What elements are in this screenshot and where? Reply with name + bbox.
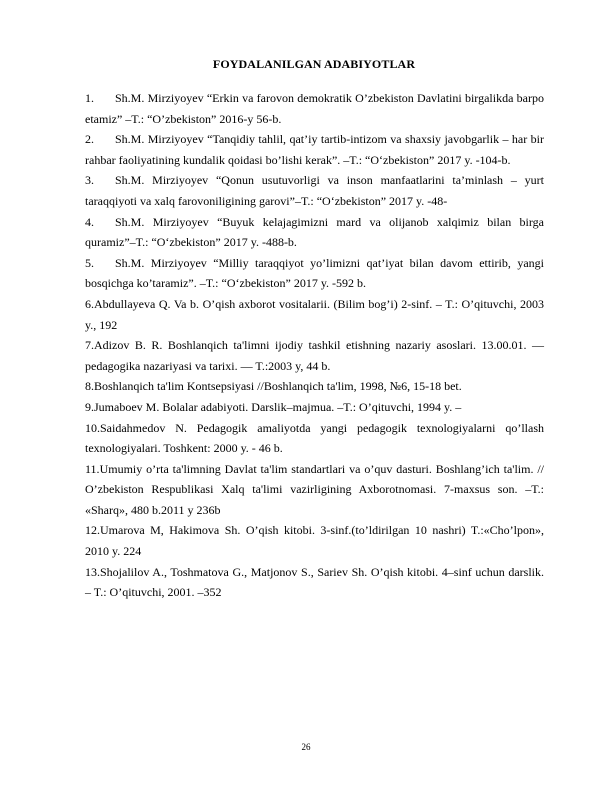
- reference-text: Shojalilov A., Toshmatova G., Matjonov S., Sariev Sh. O’qish kitobi. 4–sinf uchun darslik. – T.: O’qituvchi, 2001. –352: [85, 564, 544, 600]
- reference-text: Jumaboev M. Bolalar adabiyoti. Darslik–majmua. –T.: O’qituvchi, 1994 y. –: [94, 399, 462, 414]
- reference-text: Sh.M. Mirziyoyev “Tanqidiy tahlil, qat’iy tartib-intizom va shaxsiy javobgarlik – har bir rahbar faoliyatining kundalik qoidasi bo’lishi kerak”. –T.: “O‘zbekiston” 2017 y. -104-b.: [85, 132, 544, 167]
- reference-text: Sh.M. Mirziyoyev “Qonun usutuvorligi va inson manfaatlarini ta’minlash – yurt taraqqiyoti va xalq farovoniligining garovi”–T.: “O‘zbekiston” 2017 y. -48-: [85, 173, 544, 208]
- page-number: 26: [301, 742, 311, 752]
- reference-item: [85, 212, 544, 253]
- reference-text: Sh.M. Mirziyoyev “Milliy taraqqiyot yo’limizni qat’iyat bilan davom ettirib, yangi bosqichga ko’taramiz”. –T.: “O‘zbekiston” 2017 y. -592 b.: [85, 255, 544, 291]
- reference-text: Saidahmedov N. Pedagogik amaliyotda yangi pedagogik texnologiyalarni qo’llash texnologiyalari. Toshkent: 2000 y. - 46 b.: [85, 420, 544, 456]
- reference-number: 5.: [85, 255, 94, 270]
- reference-number: 9.: [85, 399, 94, 414]
- reference-number: 6.: [85, 296, 94, 311]
- reference-list: [85, 88, 544, 603]
- reference-text: Umumiy o’rta ta'limning Davlat ta'lim standartlari va o’quv dasturi. Boshlang’ich ta'lim. // O’zbekiston Respublikasi Xalq ta'limi vazirligining Axborotnomasi. 7-maxsus son. –T.: «Sharq», 480 b.2011 y 236b: [85, 461, 544, 517]
- reference-number: 4.: [85, 214, 94, 229]
- reference-number: 1.: [85, 91, 94, 105]
- reference-number: 12.: [85, 523, 100, 538]
- reference-item: [85, 397, 544, 418]
- reference-text: Abdullayeva Q. Va b. O’qish axborot vositalarii. (Bilim bog’i) 2-sinf. – T.: O’qituvchi, 2003 y., 192: [85, 296, 544, 332]
- reference-text: Umarova M, Hakimova Sh. O’qish kitobi. 3-sinf.(to’ldirilgan 10 nashri) T.:«Cho’lpon», 2010 y. 224: [85, 523, 544, 559]
- reference-number: 11.: [85, 461, 100, 476]
- reference-item: [85, 129, 544, 170]
- reference-item: [85, 294, 544, 335]
- reference-item: [85, 418, 544, 459]
- reference-text: Adizov B. R. Boshlanqich ta'limni ijodiy tashkil etishning nazariy asoslari. 13.00.01. — pedagogika nazariyasi va tarixi. — T.:2003 y, 44 b.: [85, 338, 544, 373]
- reference-text: Boshlanqich ta'lim Kontsepsiyasi //Boshlanqich ta'lim, 1998, №6, 15-18 bet.: [94, 379, 462, 394]
- reference-item: [85, 520, 544, 561]
- reference-item: [85, 459, 544, 521]
- reference-number: 13.: [85, 564, 100, 579]
- reference-number: 8.: [85, 379, 94, 394]
- reference-number: 2.: [85, 132, 94, 147]
- reference-text: Sh.M. Mirziyoyev “Erkin va farovon demokratik O’zbekiston Davlatini birgalikda barpo etamiz” –T.: “O’zbekiston” 2016-y 56-b.: [85, 91, 544, 126]
- reference-number: 7.: [85, 338, 94, 353]
- reference-item: [85, 88, 544, 129]
- reference-text: Sh.M. Mirziyoyev “Buyuk kelajagimizni mard va olijanob xalqimiz bilan birga quramiz”–T.: “O‘zbekiston” 2017 y. -488-b.: [85, 214, 544, 250]
- reference-item: [85, 376, 544, 397]
- reference-item: [85, 170, 544, 211]
- reference-item: [85, 253, 544, 294]
- reference-number: 3.: [85, 173, 94, 188]
- reference-item: [85, 562, 544, 603]
- page-title: FOYDALANILGAN ADABIYOTLAR: [212, 57, 416, 71]
- reference-number: 10.: [85, 420, 100, 435]
- reference-item: [85, 335, 544, 376]
